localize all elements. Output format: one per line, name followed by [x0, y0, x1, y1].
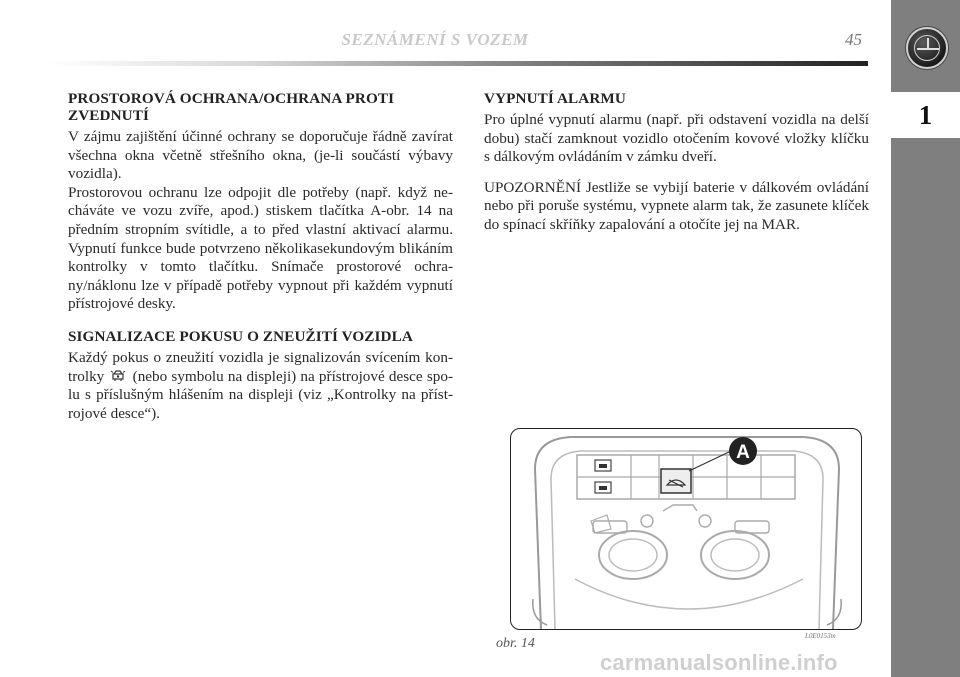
section-heading-protection: PROSTOROVÁ OCHRANA/OCHRANA PROTI ZVEDNUTÍ: [68, 90, 395, 124]
logo-ring: [914, 35, 940, 61]
watermark: carmanualsonline.info: [600, 650, 838, 675]
figure-code: L0E0153m: [805, 632, 836, 640]
right-column: [484, 90, 869, 235]
tamper-text-start: Každý pokus o zneužití vozidla je signalizován svícením kontrolky: [68, 348, 453, 385]
page-number: 45: [845, 30, 862, 49]
chapter-tab[interactable]: 1: [891, 92, 960, 138]
paragraph-windows: V zájmu zajištění účinné ochrany se doporučuje řádně zavírat všechna okna včetně střešního okna, (je-li součástí výbavy vozidla).: [68, 128, 453, 183]
logo-tick: [927, 38, 929, 48]
running-header-title: SEZNÁMENÍ S VOZEM: [341, 30, 529, 49]
section-heading-tamper-signal: SIGNALIZACE POKUSU O ZNEUŽITÍ VOZIDLA: [68, 327, 413, 345]
ceiling-light-figure: [510, 428, 862, 630]
lancia-logo-icon: [906, 27, 948, 69]
paragraph-tamper-signal: [68, 349, 453, 423]
callout-a-letter: A: [736, 442, 750, 463]
header-rule: [48, 61, 868, 66]
left-column: [68, 90, 453, 423]
logo-bar: [917, 48, 939, 50]
ceiling-light-illustration: [511, 429, 862, 630]
paragraph-warning: UPOZORNĚNÍ Jestliže se vybijí baterie v dálkovém ovládání nebo při poruše systému, vypnete alarm tak, že zasunete klíček do spínací skříňky zapalování a otočíte jej na MAR.: [484, 178, 869, 233]
housing-outline: [535, 437, 839, 629]
figure-caption: obr. 14: [496, 636, 535, 651]
tamper-text-end: (nebo symbolu na displeji) na přístrojové desce spolu s příslušným hlášením na displeji (viz „Kontrolky na přístrojové desce“).: [68, 367, 453, 422]
lens-bar: [591, 515, 611, 533]
alarm-warning-light-icon: [110, 369, 126, 382]
protection-button-a: [661, 469, 691, 493]
section-heading-alarm-off: VYPNUTÍ ALARMU: [484, 90, 626, 107]
paragraph-disable-protection: Prostorovou ochranu lze odpojit dle potřeby (např. když necháváte ve vozu zvíře, apod.) stiskem tlačítka A-obr. 14 na předním stropním svítidle, a to před vlastní aktivací alarmu. Vypnutí funkce bude potvrzeno několikasekundovým blikáním kontrolky v tomto tlačítku. Snímače prostorové ochrany/náklonu lze v případě potřeby vypnout při každém vypnutí přístrojové desky.: [68, 183, 453, 313]
paragraph-alarm-off: Pro úplné vypnutí alarmu (např. při odstavení vozidla na delší dobu) stačí zamknout vozidlo otočením kovové vložky klíčku s dálkovým ovládáním v zámku dveří.: [484, 111, 869, 166]
